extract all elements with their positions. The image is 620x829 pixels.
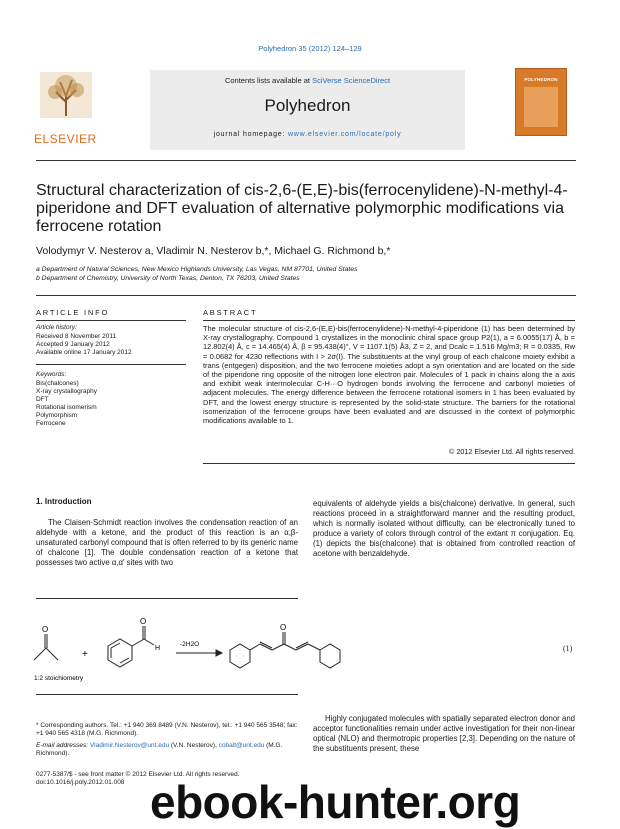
sciencedirect-link[interactable]: SciVerse ScienceDirect xyxy=(312,76,391,85)
keywords-rule xyxy=(36,364,186,365)
watermark: ebook-hunter.org xyxy=(150,776,521,828)
affiliation-divider xyxy=(36,295,576,296)
keyword: DFT xyxy=(36,396,49,403)
arrow-label: -2H2O xyxy=(180,641,200,648)
homepage-link[interactable]: www.elsevier.com/locate/poly xyxy=(287,131,402,138)
elsevier-tree-logo xyxy=(40,72,92,118)
email-link[interactable]: cobalt@unt.edu xyxy=(218,742,265,749)
intro-paragraph-left: The Claisen-Schmidt reaction involves the condensation reaction of an aldehyde with a ketone, and the product of this reaction is an α,β-unsaturated carbonyl compound that is often referred to by its generic name of chalcone [1]. The double condensation reaction of a ketone that possesses two active α,α′ sites with two xyxy=(36,518,298,568)
keyword: X-ray crystallography xyxy=(36,388,98,395)
scheme-plus: + xyxy=(82,649,88,660)
journal-homepage xyxy=(150,131,465,138)
email-link[interactable]: Vladimir.Nesterov@unt.edu xyxy=(89,742,170,749)
intro-paragraph-right-2: Highly conjugated molecules with spatially separated electron donor and acceptor functionalities remain under active investigation for their non-linear optical (NLO) and thermotropic properties [2,3]. Depending on the nature of the substituents present, these xyxy=(313,714,575,754)
front-matter-note: 0277-5387/$ - see front matter © 2012 Elsevier Ltd. All rights reserved. xyxy=(36,771,240,778)
email-addresses xyxy=(36,742,298,758)
email-label: E-mail addresses: xyxy=(36,742,89,749)
keyword: Bis(chalcones) xyxy=(36,380,79,387)
intro-paragraph-right: equivalents of aldehyde yields a bis(chalcone) derivative. In general, such reactions proceed in a straightforward manner and the resulting product, which is normally isolated without difficulty, can be electronically tuned to produce a variety of colors through control of the extant π conjugation. Eq. (1) depicts the bis(chalcone) that is obtained from controlled reaction of acetone with benzaldehyde. xyxy=(313,499,575,559)
elsevier-logo-text: ELSEVIER xyxy=(34,132,97,146)
keyword: Polymorphism xyxy=(36,412,78,419)
journal-cover-image xyxy=(515,68,567,136)
scheme-top-rule xyxy=(36,598,298,599)
keyword: Rotational isomerism xyxy=(36,404,97,411)
aldehyde-oxygen: O xyxy=(140,617,147,626)
product-ring-right xyxy=(320,644,340,668)
keywords-label: Keywords: xyxy=(36,371,67,378)
article-info-heading: ARTICLE INFO xyxy=(36,308,110,317)
cover-title: POLYHEDRON xyxy=(524,77,558,82)
abstract-rule xyxy=(203,320,575,321)
email-owner: (M.G. Richmond). xyxy=(36,742,283,758)
article-title: Structural characterization of cis-2,6-(E,E)-bis(ferrocenylidene)-N-methyl-4-piperidone and DFT evaluation of alternative polymorphic modifications via ferrocene rotation xyxy=(36,182,568,235)
history-accepted: Accepted 9 January 2012 xyxy=(36,341,110,348)
history-received: Received 8 November 2011 xyxy=(36,333,117,340)
author-list: Volodymyr V. Nesterov a, Vladimir N. Nesterov b,*, Michael G. Richmond b,* xyxy=(36,245,391,257)
email-owner: (V.N. Nesterov), xyxy=(170,742,217,749)
equation-number: (1) xyxy=(563,644,573,653)
product-ring-left xyxy=(230,644,250,668)
header-divider xyxy=(36,160,576,161)
history-online: Available online 17 January 2012 xyxy=(36,349,132,356)
copyright-notice: © 2012 Elsevier Ltd. All rights reserved. xyxy=(449,447,575,456)
affiliation-a: a Department of Natural Sciences, New Mexico Highlands University, Las Vegas, NM 87701, United States xyxy=(36,266,358,273)
keyword: Ferrocene xyxy=(36,420,66,427)
aldehyde-hydrogen: H xyxy=(155,645,161,652)
journal-title: Polyhedron xyxy=(264,96,351,115)
journal-citation[interactable]: Polyhedron 35 (2012) 124–129 xyxy=(258,44,362,53)
scheme-bottom-rule xyxy=(36,694,298,695)
cover-graphic xyxy=(524,87,558,127)
section-heading-introduction: 1. Introduction xyxy=(36,497,92,506)
homepage-prefix: journal homepage: xyxy=(213,131,288,138)
abstract-heading: ABSTRACT xyxy=(203,308,258,317)
acetone-bond xyxy=(46,648,58,660)
stoichiometry-label: 1:2 stoichiometry xyxy=(34,675,84,682)
abstract-text: The molecular structure of cis-2,6-(E,E)-bis(ferrocenylidene)-N-methyl-4-piperidone (1) has been determined by X-ray crystallography. Compound 1 crystallizes in the monoclinic chiral space group P2(1), a = 6.0055(17) Å, b = 12.802(4) Å, c = 14.465(4) Å, β = 95.438(4)°, V = 1107.1(5) Å3, Z = 2, and Dcalc = 1.516 Mg/m3; R = 0.0335, Rw = 0.0682 for 4230 reflections with I > 2σ(I). The substituents at the vinyl group of each chalcone moiety exhibit a trans (entgegen) disposition, and the two ferrocene moieties adopt a syn orientation and are located on the side of the piperidone ring opposite of the nitrogen lone electron pair. Molecules of 1 pack in chains along the a axis and exhibit weak intermolecular C-H···O hydrogen bonds involving the ferrocene and carbonyl moieties of adjacent molecules. The energy difference between the ferrocene rotational isomers in 1 has been evaluated by DFT, and the lowest energy structure is represented by the solid-state structure. The barriers for the rotational isomerization of the ferrocene groups have been evaluated and are discussed in the context of polymorphic modifications available to 1. xyxy=(203,324,575,426)
doi[interactable]: doi:10.1016/j.poly.2012.01.008 xyxy=(36,779,125,786)
contents-prefix: Contents lists available at xyxy=(224,76,313,85)
contents-line xyxy=(150,76,465,85)
reaction-scheme xyxy=(28,612,388,684)
product-oxygen: O xyxy=(280,623,287,632)
article-info-rule xyxy=(36,320,186,321)
affiliation-b: b Department of Chemistry, University of North Texas, Denton, TX 76203, United States xyxy=(36,275,300,282)
abstract-bottom-rule xyxy=(203,463,575,464)
history-label: Article history: xyxy=(36,324,77,331)
acetone-oxygen: O xyxy=(42,625,49,634)
acetone-bond xyxy=(34,648,46,660)
corresponding-author-note: * Corresponding authors. Tel.: +1 940 369 8489 (V.N. Nesterov), tel.: +1 940 565 3548; fax: +1 940 565 4318 (M.G. Richmond). xyxy=(36,722,298,738)
